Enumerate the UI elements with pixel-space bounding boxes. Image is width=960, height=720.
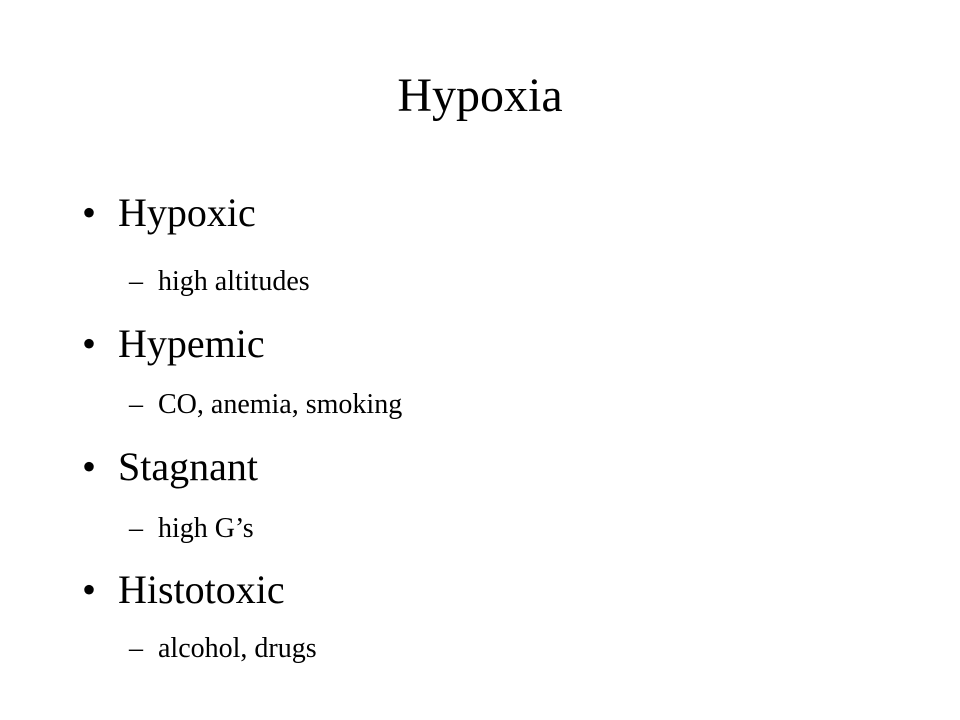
sub-text: alcohol, drugs — [158, 633, 317, 664]
dash-marker: – — [129, 513, 143, 544]
dash-marker: – — [129, 266, 143, 297]
dash-marker: – — [129, 389, 143, 420]
sub-item-hypemic — [129, 388, 402, 422]
sub-text: high altitudes — [158, 266, 310, 297]
bullet-item-stagnant — [82, 444, 258, 490]
sub-text: CO, anemia, smoking — [158, 389, 403, 420]
bullet-marker: • — [82, 190, 97, 235]
sub-item-histotoxic — [129, 632, 317, 666]
bullet-marker: • — [82, 321, 97, 366]
bullet-marker: • — [82, 444, 97, 489]
dash-marker: – — [129, 633, 143, 664]
bullet-item-hypoxic — [82, 190, 256, 236]
bullet-text: Stagnant — [118, 444, 258, 489]
sub-item-stagnant — [129, 512, 254, 546]
sub-item-hypoxic — [129, 265, 310, 299]
bullet-text: Hypoxic — [118, 190, 256, 235]
bullet-marker: • — [82, 567, 97, 612]
bullet-item-hypemic — [82, 321, 265, 367]
bullet-text: Histotoxic — [118, 567, 285, 612]
bullet-text: Hypemic — [118, 321, 265, 366]
sub-text: high G’s — [158, 513, 254, 544]
slide-title: Hypoxia — [397, 69, 563, 122]
bullet-item-histotoxic — [82, 567, 285, 613]
